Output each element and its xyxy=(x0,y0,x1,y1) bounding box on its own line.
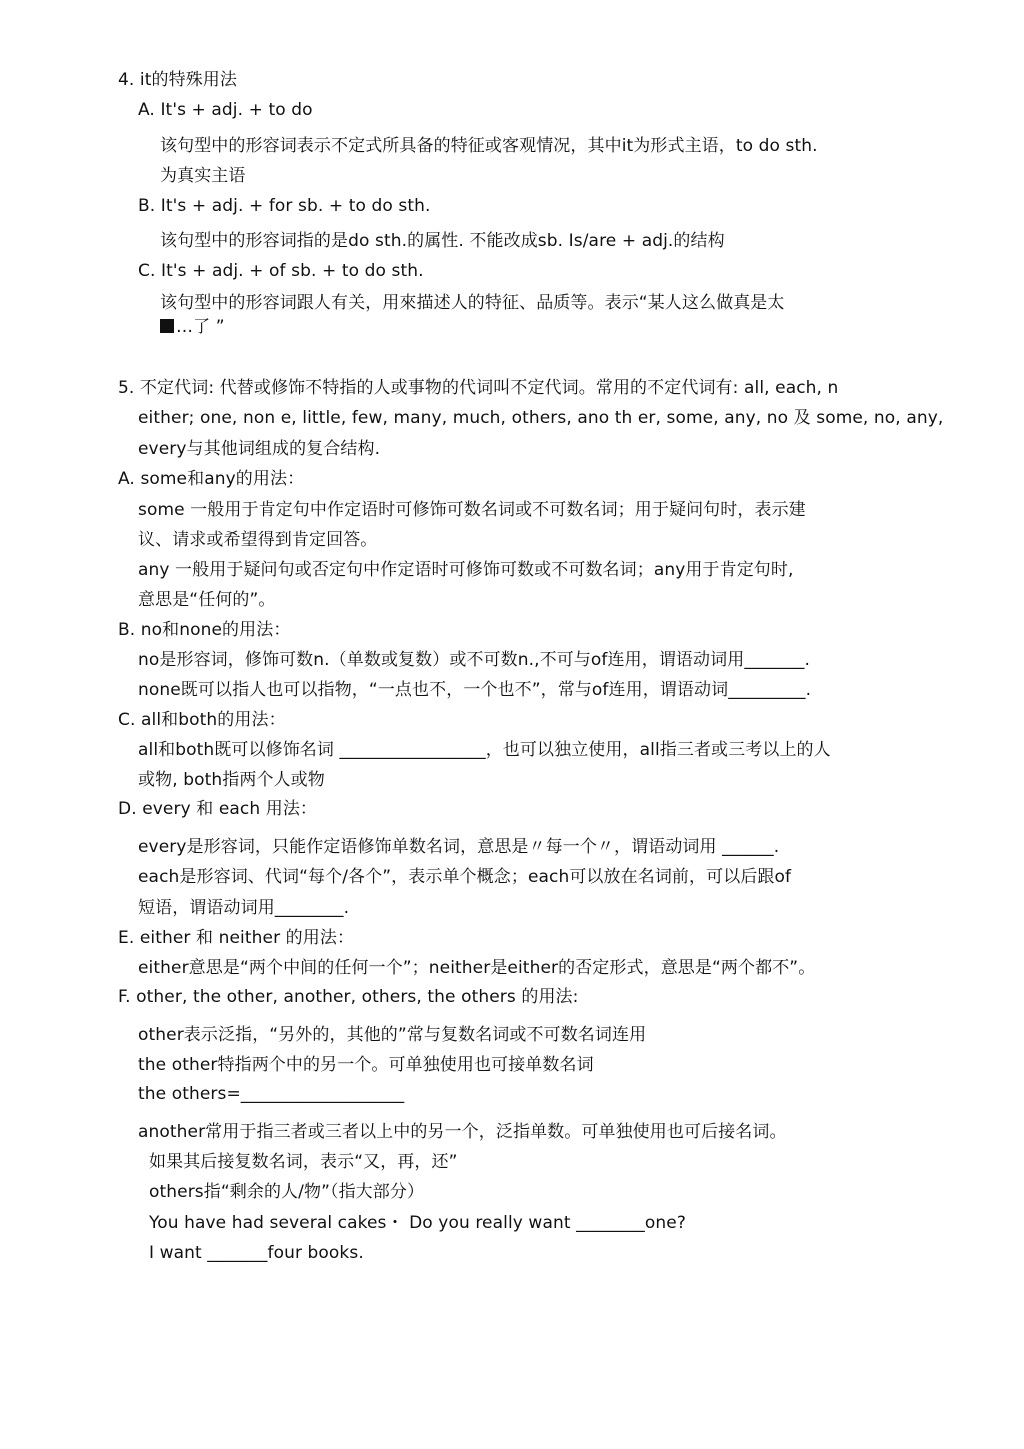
sub-c-line-1: all和both既可以修饰名词 _________________，也可以独立使用，all指三者或三考以上的人 xyxy=(138,740,831,760)
section-5-intro-end: every与其他词组成的复合结构. xyxy=(138,439,381,459)
sub-f-line-6: others指“剩余的人/物”（指大部分） xyxy=(149,1182,425,1202)
sub-d-line-3: 短语，谓语动词用________. xyxy=(138,898,350,918)
sub-d-label: D. every 和 each 用法： xyxy=(118,799,318,819)
sub-a-line-1: some 一般用于肯定句中作定语时可修饰可数名词或不可数名词；用于疑问句时，表示建 xyxy=(138,500,806,520)
sub-f-line-3: the others=___________________ xyxy=(138,1084,405,1104)
sub-a-label: A. some和any的用法： xyxy=(118,469,305,489)
item-c-label: C. It's + adj. + of sb. + to do sth. xyxy=(138,261,424,281)
sub-f-exercise-1: You have had several cakes・ Do you really want ________one? xyxy=(149,1213,686,1233)
sub-a-line-3: any 一般用于疑问句或否定句中作定语时可修饰可数或不可数名词；any用于肯定句时, xyxy=(138,560,794,580)
sub-e-label: E. either 和 neither 的用法： xyxy=(118,928,355,948)
section-4-heading: 4. it的特殊用法 xyxy=(118,70,238,90)
sub-e-line-1: either意思是“两个中间的任何一个”；neither是either的否定形式，意思是“两个都不”。 xyxy=(138,958,816,978)
item-a-label: A. It's + adj. + to do xyxy=(138,100,313,120)
sub-b-label: B. no和none的用法： xyxy=(118,620,291,640)
item-c-description-cont: …了 ” xyxy=(160,316,225,338)
sub-f-line-4: another常用于指三者或三者以上中的另一个，泛指单数。可单独使用也可后接名词。 xyxy=(138,1122,787,1142)
sub-c-line-2: 或物, both指两个人或物 xyxy=(138,770,325,790)
item-c-description: 该句型中的形容词跟人有关，用來描述人的特征、品质等。表示“某人这么做真是太 xyxy=(160,293,785,313)
item-a-description: 该句型中的形容词表示不定式所具备的特征或客观情况，其中it为形式主语，to do sth. xyxy=(160,136,818,156)
black-square-glyph xyxy=(160,319,174,333)
sub-d-line-1: every是形容词，只能作定语修饰单数名词，意思是〃每一个〃，谓语动词用 ______. xyxy=(138,837,780,857)
sub-b-line-2: none既可以指人也可以指物，“一点也不，一个也不”，常与of连用，谓语动词_________. xyxy=(138,680,812,700)
sub-b-line-1: no是形容词，修饰可数n.（单数或复数）或不可数n.,不可与of连用，谓语动词用_______. xyxy=(138,650,811,670)
section-5-intro: 5. 不定代词: 代替或修饰不特指的人或事物的代词叫不定代词。常用的不定代词有: all, each, n xyxy=(118,378,839,398)
sub-f-line-5: 如果其后接复数名词，表示“又，再，还” xyxy=(149,1152,458,1172)
section-5-intro-cont: either; one, non e, little, few, many, much, others, ano th er, some, any, no 及 some, no, any, xyxy=(138,408,944,428)
item-b-label: B. It's + adj. + for sb. + to do sth. xyxy=(138,196,431,216)
sub-a-line-4: 意思是“任何的”。 xyxy=(138,590,276,610)
sub-f-exercise-2: I want _______four books. xyxy=(149,1243,364,1263)
item-a-description-cont: 为真实主语 xyxy=(160,166,246,186)
sub-f-line-1: other表示泛指，“另外的，其他的”常与复数名词或不可数名词连用 xyxy=(138,1025,647,1045)
sub-d-line-2: each是形容词、代词“每个/各个”，表示单个概念；each可以放在名词前，可以后跟of xyxy=(138,867,792,887)
sub-f-line-2: the other特指两个中的另一个。可单独使用也可接单数名词 xyxy=(138,1055,594,1075)
sub-f-label: F. other, the other, another, others, the others 的用法: xyxy=(118,987,579,1007)
item-b-description: 该句型中的形容词指的是do sth.的属性. 不能改成sb. Is/are + adj.的结构 xyxy=(160,231,725,251)
sub-c-label: C. all和both的用法： xyxy=(118,710,286,730)
sub-a-line-2: 议、请求或希望得到肯定回答。 xyxy=(138,530,378,550)
